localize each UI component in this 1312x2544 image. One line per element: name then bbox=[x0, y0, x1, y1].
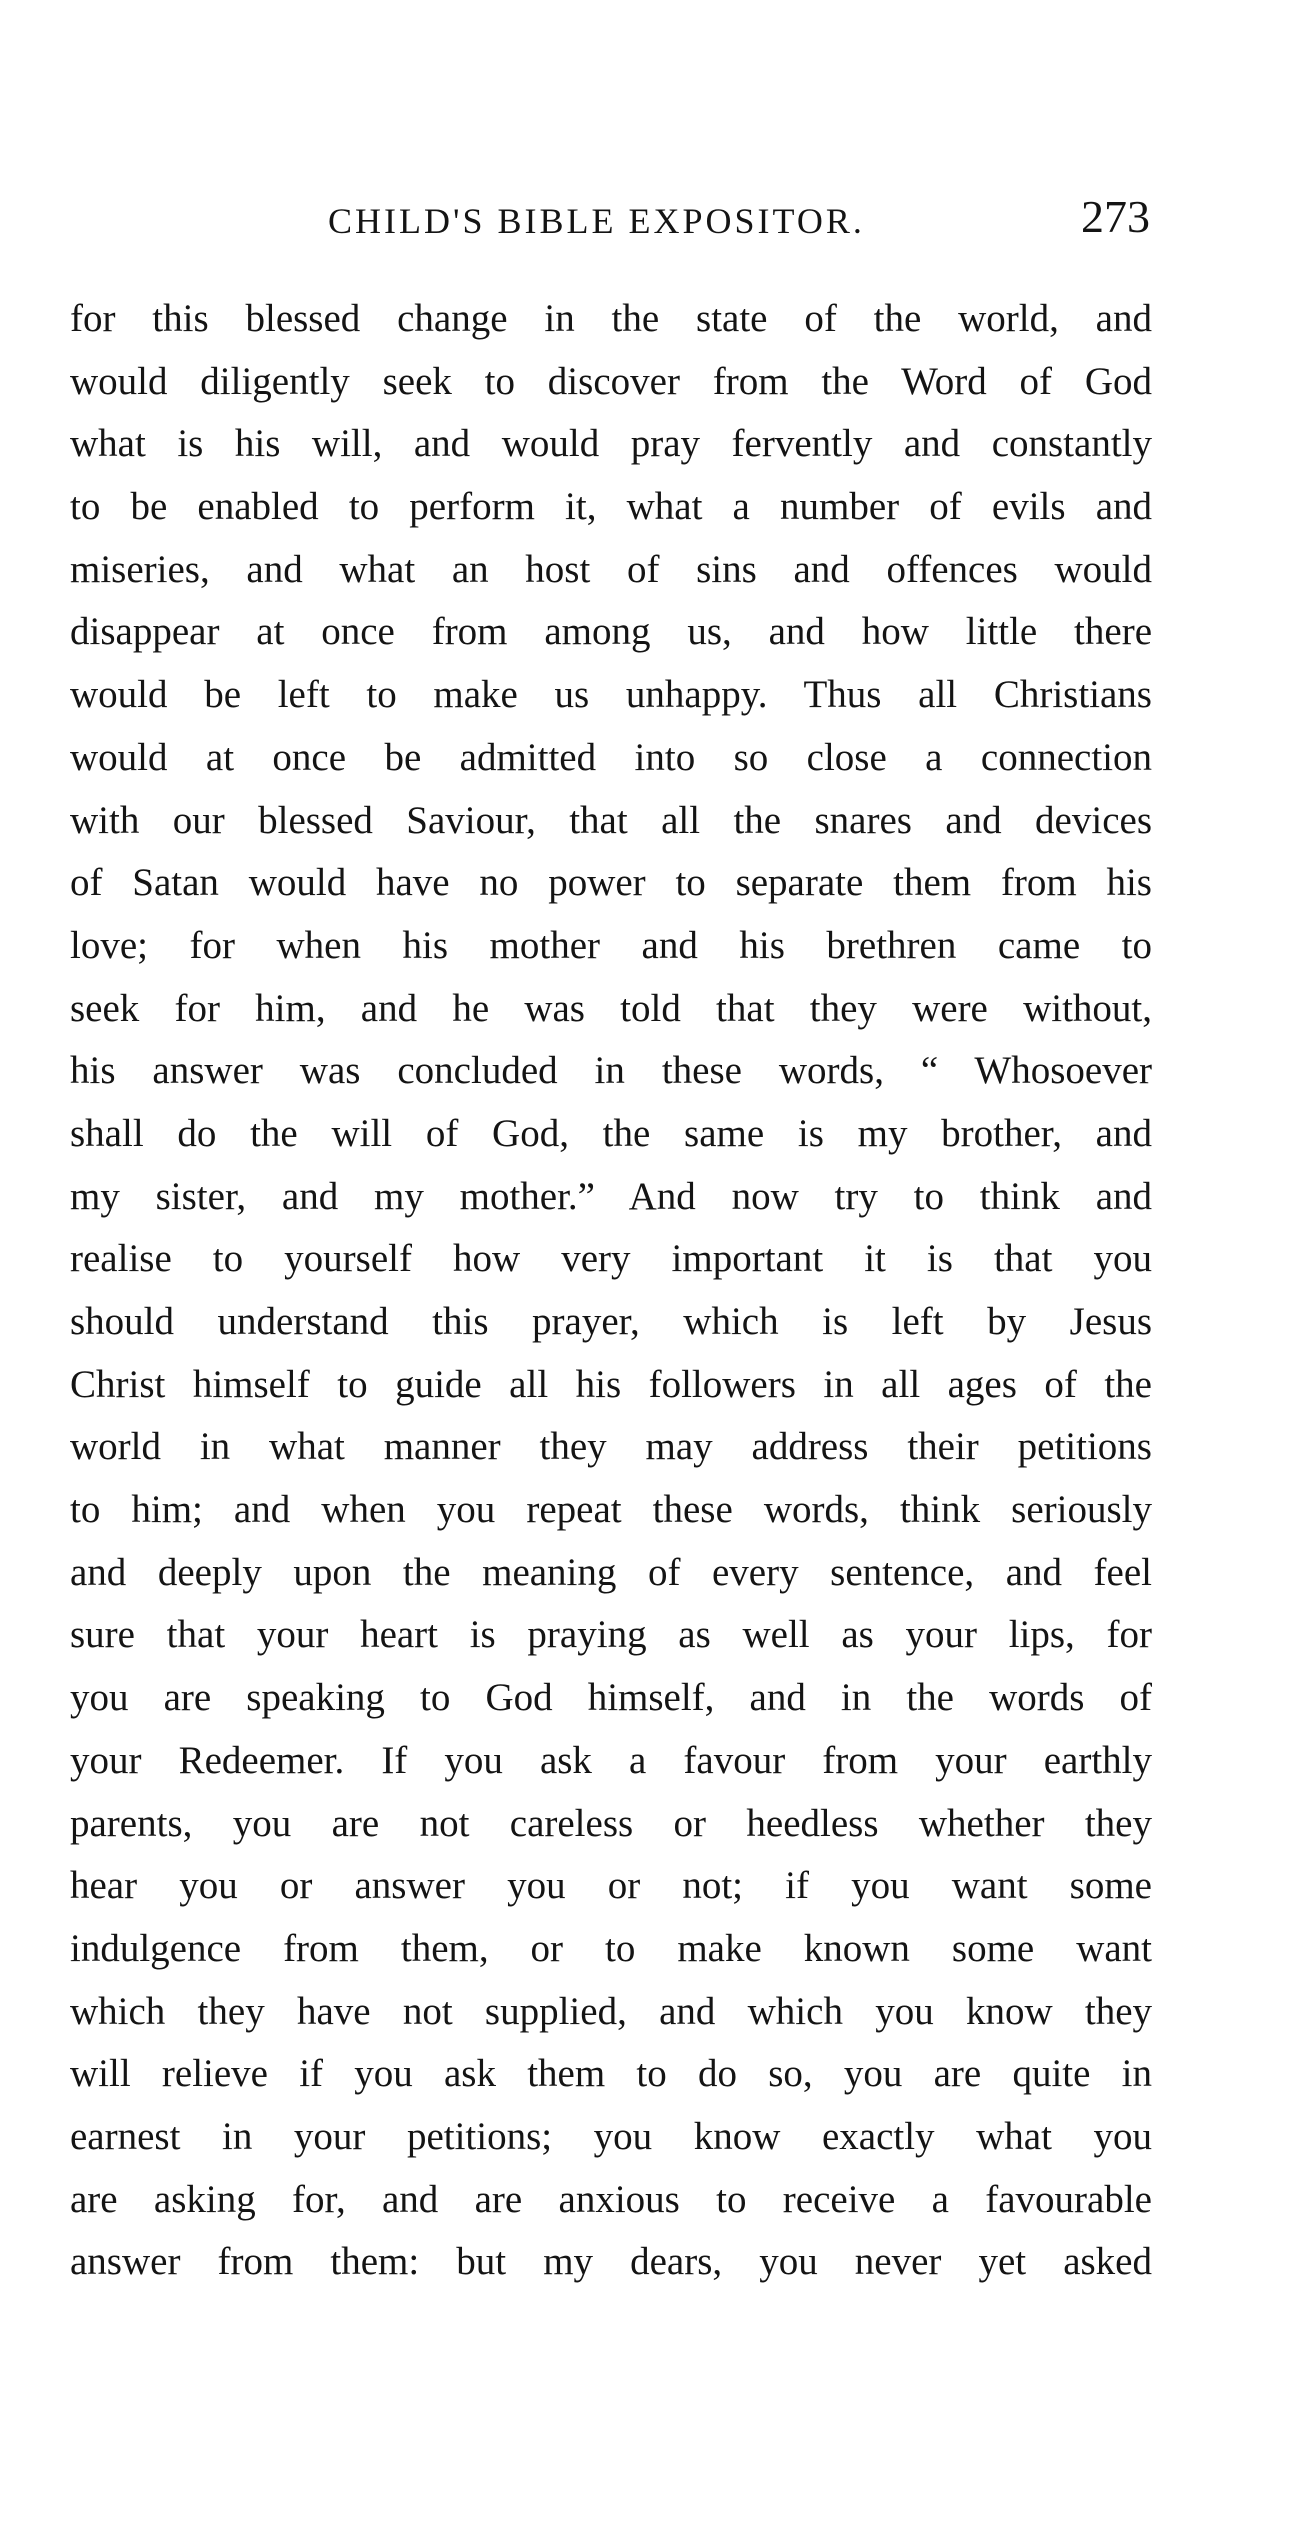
text-line: with our blessed Saviour, that all the snares and devices bbox=[70, 798, 1152, 842]
text-line: sure that your heart is praying as well as your lips, for bbox=[70, 1613, 1152, 1657]
text-line: of Satan would have no power to separate them from his bbox=[70, 861, 1152, 905]
text-line: Christ himself to guide all his followers in all ages of the bbox=[70, 1362, 1152, 1406]
text-line: will relieve if you ask them to do so, you are quite in bbox=[70, 2052, 1152, 2096]
text-line: my sister, and my mother.” And now try to think and bbox=[70, 1174, 1152, 1218]
text-line: miseries, and what an host of sins and offences would bbox=[70, 547, 1152, 591]
body-text bbox=[70, 288, 1152, 2294]
running-title: CHILD'S BIBLE EXPOSITOR. bbox=[328, 201, 865, 241]
text-line: disappear at once from among us, and how little there bbox=[70, 610, 1152, 654]
text-line: parents, you are not careless or heedless whether they bbox=[70, 1801, 1152, 1845]
text-line: realise to yourself how very important it is that you bbox=[70, 1237, 1152, 1281]
text-line: answer from them: but my dears, you never yet asked bbox=[70, 2240, 1152, 2284]
text-line: to be enabled to perform it, what a number of evils and bbox=[70, 485, 1152, 529]
text-line: what is his will, and would pray fervently and constantly bbox=[70, 422, 1152, 466]
text-line: hear you or answer you or not; if you want some bbox=[70, 1864, 1152, 1908]
running-head bbox=[70, 190, 1150, 250]
text-line: your Redeemer. If you ask a favour from your earthly bbox=[70, 1738, 1152, 1782]
page-number: 273 bbox=[1081, 191, 1150, 242]
text-line: would diligently seek to discover from the Word of God bbox=[70, 359, 1152, 403]
text-line: would be left to make us unhappy. Thus all Christians bbox=[70, 673, 1152, 717]
text-line: for this blessed change in the state of the world, and bbox=[70, 297, 1152, 340]
text-line: earnest in your petitions; you know exactly what you bbox=[70, 2114, 1152, 2158]
text-line: seek for him, and he was told that they were without, bbox=[70, 986, 1152, 1030]
text-line: his answer was concluded in these words, “ Whosoever bbox=[70, 1049, 1152, 1093]
text-line: and deeply upon the meaning of every sentence, and feel bbox=[70, 1550, 1152, 1594]
text-line: you are speaking to God himself, and in the words of bbox=[70, 1676, 1152, 1720]
text-line: would at once be admitted into so close a connection bbox=[70, 735, 1152, 779]
text-line: should understand this prayer, which is left by Jesus bbox=[70, 1300, 1152, 1343]
text-line: indulgence from them, or to make known some want bbox=[70, 1926, 1152, 1970]
text-line: love; for when his mother and his brethren came to bbox=[70, 923, 1152, 967]
text-line: shall do the will of God, the same is my brother, and bbox=[70, 1111, 1152, 1155]
text-line: which they have not supplied, and which you know they bbox=[70, 1989, 1152, 2033]
text-line: to him; and when you repeat these words, think seriously bbox=[70, 1488, 1152, 1532]
text-line: are asking for, and are anxious to receive a favourable bbox=[70, 2177, 1152, 2221]
text-line: world in what manner they may address their petitions bbox=[70, 1425, 1152, 1469]
